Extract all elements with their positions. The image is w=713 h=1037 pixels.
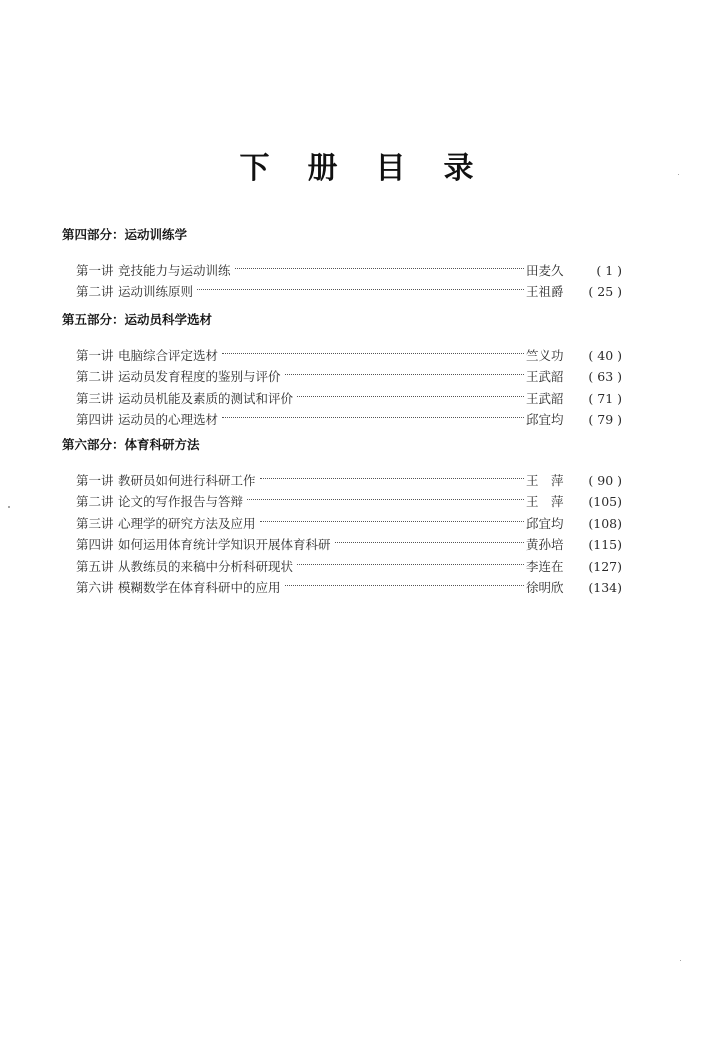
page-number: ( 71 ) [588,390,622,406]
lecture-title: 运动员机能及素质的测试和评价 [118,390,294,406]
lecture-title: 运动员的心理选材 [118,412,219,427]
page-number: ( 1 ) [596,262,622,278]
toc-section-4 [62,226,622,299]
lecture-number: 第三讲 [76,515,114,531]
leader-dots [260,463,524,485]
lecture-number: 第一讲 [76,472,114,488]
lecture-author: 王 萍 [526,472,564,488]
toc-entry [62,463,622,488]
page-number: ( 79 ) [588,412,622,427]
toc-section-6 [62,436,622,595]
lecture-title: 教研员如何进行科研工作 [118,472,256,488]
title-char: 下 [239,151,270,186]
leader-dots [297,381,524,403]
lecture-author: 徐明欣 [526,580,564,595]
lecture-title: 论文的写作报告与答辩 [118,494,244,509]
page-number: (127) [588,558,622,574]
lecture-author: 王武韶 [526,390,564,406]
lecture-number: 第二讲 [76,284,114,299]
leader-dots [222,338,524,360]
title-char: 录 [443,151,474,186]
lecture-number: 第二讲 [76,494,114,509]
lecture-number: 第一讲 [76,262,114,278]
leader-dots [285,360,524,382]
lecture-number: 第五讲 [76,558,114,574]
lecture-number: 第四讲 [76,537,114,552]
lecture-author: 邱宜均 [526,412,564,427]
title-char: 目 [375,151,406,186]
leader-dots [247,485,524,507]
leader-dots [335,528,524,550]
section-heading: 第六部分：体育科研方法 [62,437,200,452]
toc-entry [62,253,622,278]
page-number: ( 63 ) [588,369,622,384]
lecture-title: 从教练员的来稿中分析科研现状 [118,558,294,574]
lecture-author: 黄孙培 [526,537,564,552]
lecture-author: 竺义功 [526,347,564,363]
toc-section-5 [62,311,622,427]
page-number: (115) [588,537,622,552]
leader-dots [197,275,524,297]
leader-dots [297,549,524,571]
lecture-number: 第一讲 [76,347,114,363]
leader-dots [222,403,524,425]
lecture-title: 模糊数学在体育科研中的应用 [118,580,281,595]
leader-dots [285,571,524,593]
lecture-author: 王 萍 [526,494,564,509]
lecture-title: 心理学的研究方法及应用 [118,515,256,531]
toc-entry [62,338,622,363]
scan-speck [8,506,10,508]
lecture-number: 第四讲 [76,412,114,427]
lecture-title: 竞技能力与运动训练 [118,262,231,278]
page-title [0,143,713,187]
leader-dots [235,253,524,275]
lecture-author: 王祖爵 [526,284,564,299]
page-number: (134) [588,580,622,595]
lecture-number: 第二讲 [76,369,114,384]
lecture-author: 田麦久 [526,262,564,278]
page-number: (105) [588,494,622,509]
page-number: ( 90 ) [588,472,622,488]
lecture-author: 王武韶 [526,369,564,384]
lecture-title: 运动训练原则 [118,284,194,299]
lecture-author: 邱宜均 [526,515,564,531]
scan-speck [678,174,679,175]
scan-speck [680,960,681,961]
leader-dots [260,506,524,528]
lecture-title: 运动员发育程度的鉴别与评价 [118,369,281,384]
lecture-author: 李连在 [526,558,564,574]
page-number: (108) [588,515,622,531]
title-char: 册 [307,151,338,186]
lecture-number: 第三讲 [76,390,114,406]
lecture-title: 如何运用体育统计学知识开展体育科研 [118,537,331,552]
section-heading: 第四部分：运动训练学 [62,227,188,242]
page-number: ( 25 ) [588,284,622,299]
lecture-title: 电脑综合评定选材 [118,347,219,363]
page-number: ( 40 ) [588,347,622,363]
lecture-number: 第六讲 [76,580,114,595]
section-heading: 第五部分：运动员科学选材 [62,312,213,327]
